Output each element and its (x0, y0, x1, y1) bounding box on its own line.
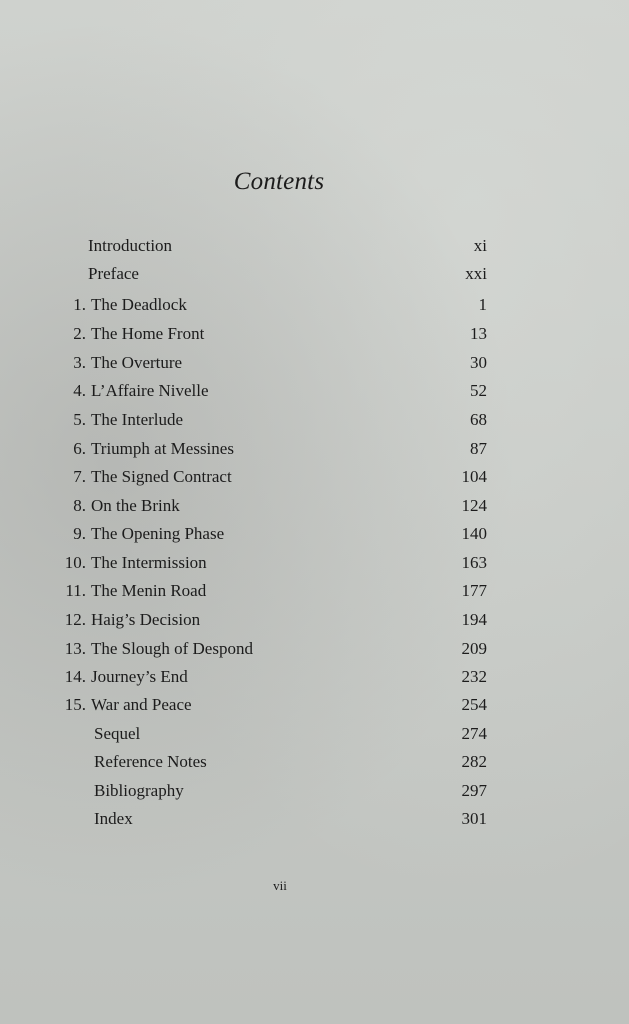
toc-entry (0, 264, 629, 292)
chapter-page: 282 (461, 752, 487, 771)
chapter-number: 3. (73, 353, 86, 372)
toc-entry (0, 324, 629, 352)
page-number: vii (273, 878, 287, 893)
chapter-title: Journey’s End (91, 667, 188, 686)
toc-entry (0, 610, 629, 638)
chapter-number: 8. (73, 496, 86, 515)
toc-entry (0, 410, 629, 438)
toc-entry (0, 553, 629, 581)
chapter-title: The Interlude (91, 410, 184, 429)
page-title: Contents (233, 168, 325, 195)
chapter-number: 10. (64, 553, 86, 572)
chapter-page: 52 (470, 381, 487, 400)
chapter-page: 254 (461, 695, 487, 714)
toc-entry (0, 781, 629, 809)
chapter-title: The Slough of Despond (91, 639, 253, 658)
chapter-number: 12. (64, 610, 86, 629)
chapter-number: 9. (73, 524, 86, 543)
toc-entry (0, 295, 629, 323)
chapter-page: 297 (461, 781, 487, 800)
toc-entry (0, 381, 629, 409)
chapter-page: 274 (461, 724, 487, 743)
chapter-page: 13 (470, 324, 487, 343)
toc-entry (0, 496, 629, 524)
chapter-page: 68 (470, 410, 487, 429)
chapter-title: Bibliography (94, 781, 184, 800)
chapter-title: The Deadlock (91, 295, 187, 314)
toc-entry (0, 752, 629, 780)
chapter-title: Index (94, 809, 133, 828)
toc-entry (0, 639, 629, 667)
chapter-page: 209 (461, 639, 487, 658)
chapter-page: 232 (461, 667, 487, 686)
chapter-title: The Home Front (91, 324, 205, 343)
chapter-title: Haig’s Decision (91, 610, 201, 629)
chapter-title: Triumph at Messines (91, 439, 234, 458)
toc-entry (0, 236, 629, 264)
toc-entry (0, 439, 629, 467)
chapter-page: 194 (461, 610, 487, 629)
chapter-number: 15. (64, 695, 86, 714)
chapter-title: Sequel (94, 724, 141, 743)
chapter-page: 301 (461, 809, 487, 828)
chapter-page: 30 (470, 353, 487, 372)
chapter-title: War and Peace (91, 695, 192, 714)
chapter-number: 2. (73, 324, 86, 343)
chapter-page: xi (473, 236, 487, 255)
chapter-title: The Overture (91, 353, 183, 372)
chapter-page: 87 (470, 439, 487, 458)
chapter-page: xxi (465, 264, 487, 283)
chapter-title: On the Brink (91, 496, 180, 515)
toc-entry (0, 695, 629, 723)
toc-entry (0, 809, 629, 837)
chapter-page: 1 (478, 295, 487, 314)
chapter-page: 177 (461, 581, 487, 600)
chapter-page: 104 (461, 467, 487, 486)
chapter-number: 1. (73, 295, 86, 314)
toc-entry (0, 467, 629, 495)
chapter-title: The Signed Contract (91, 467, 232, 486)
chapter-number: 7. (73, 467, 86, 486)
toc-entry (0, 524, 629, 552)
chapter-number: 13. (64, 639, 86, 658)
chapter-title: Preface (88, 264, 139, 283)
chapter-number: 6. (73, 439, 86, 458)
toc-entry (0, 724, 629, 752)
chapter-number: 4. (73, 381, 86, 400)
chapter-title: The Intermission (91, 553, 207, 572)
toc-entry (0, 581, 629, 609)
chapter-page: 124 (461, 496, 487, 515)
chapter-page: 140 (461, 524, 487, 543)
toc-entry (0, 667, 629, 695)
chapter-page: 163 (461, 553, 487, 572)
chapter-title: The Opening Phase (91, 524, 225, 543)
chapter-number: 11. (65, 581, 86, 600)
chapter-number: 14. (64, 667, 86, 686)
toc-entry (0, 353, 629, 381)
chapter-title: Introduction (88, 236, 173, 255)
chapter-number: 5. (73, 410, 86, 429)
chapter-title: Reference Notes (94, 752, 207, 771)
chapter-title: L’Affaire Nivelle (91, 381, 209, 400)
chapter-title: The Menin Road (91, 581, 207, 600)
